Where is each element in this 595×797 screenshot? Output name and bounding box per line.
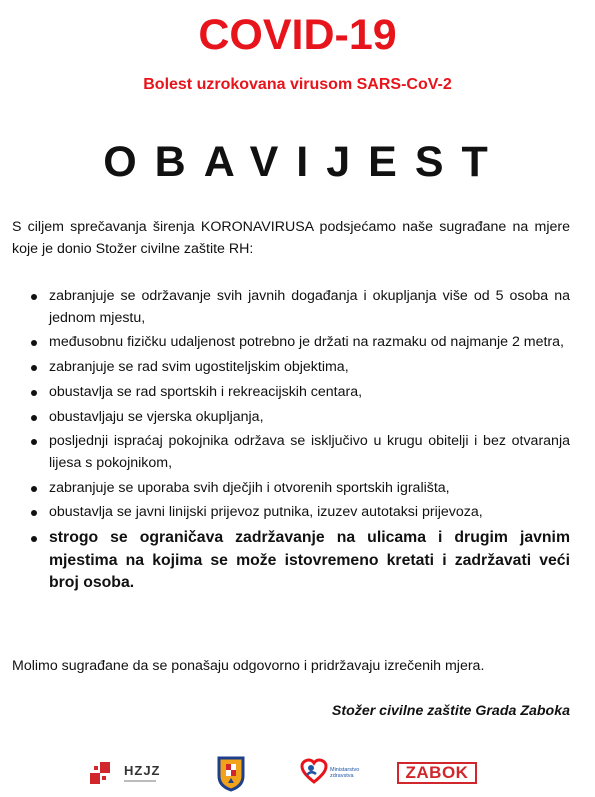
measure-text: obustavlja se rad sportskih i rekreacijskih centara, (49, 383, 363, 400)
list-item (12, 431, 570, 474)
ministry-logo (300, 758, 362, 788)
measure-text: zabranjuje se održavanje svih javnih događanja i okupljanja više od 5 osoba na jednom mjestu, (49, 288, 570, 326)
zabok-logo: ZABOK (397, 762, 477, 784)
bullet-icon (31, 390, 37, 396)
civil-protection-logo (215, 754, 247, 792)
bullet-icon (31, 536, 37, 542)
page-subtitle: Bolest uzrokovana virusom SARS-CoV-2 (143, 76, 452, 93)
bullet-icon (31, 365, 37, 371)
ministry-label: Ministarstvo zdravstva (330, 767, 360, 779)
list-item (12, 502, 570, 524)
bullet-icon (31, 486, 37, 492)
intro-paragraph: S ciljem sprečavanja širenja KORONAVIRUSA podsjećamo naše sugrađane na mjere koje je donio Stožer civilne zaštite RH: (12, 219, 570, 257)
hzjz-label: HZJZ (124, 763, 161, 778)
list-item (12, 286, 570, 329)
measure-text: zabranjuje se rad svim ugostiteljskim objektima, (49, 359, 349, 376)
list-item (12, 357, 570, 379)
page-title: COVID-19 (198, 11, 397, 59)
hzjz-underline (124, 780, 156, 782)
list-item-emphasized (12, 527, 570, 595)
measures-list (12, 286, 570, 598)
notice-heading: OBAVIJEST (103, 138, 506, 186)
hzjz-mark-icon (88, 758, 120, 788)
civil-protection-shield-icon (215, 754, 247, 792)
measure-text: strogo se ograničava zadržavanje na ulicama i drugim javnim mjestima na kojima se može istovremeno kretati i zadržavati veći broj osoba. (49, 529, 570, 592)
bullet-icon (31, 415, 37, 421)
signature: Stožer civilne zaštite Grada Zaboka (331, 703, 570, 719)
measure-text: međusobnu fizičku udaljenost potrebno je držati na razmaku od najmanje 2 metra, (49, 334, 564, 351)
measure-text: obustavljaju se vjerska okupljanja, (49, 408, 264, 425)
measure-text: zabranjuje se uporaba svih dječjih i otvorenih sportskih igrališta, (49, 479, 450, 496)
hzjz-logo (88, 758, 168, 788)
measure-text: obustavlja se javni linijski prijevoz putnika, izuzev autotaksi prijevoza, (49, 504, 483, 521)
measure-text: posljednji ispraćaj pokojnika održava se isključivo u krugu obitelji i bez otvaranja lijesa s pokojnikom, (49, 433, 570, 471)
list-item (12, 478, 570, 500)
list-item (12, 332, 570, 354)
closing-paragraph: Molimo sugrađane da se ponašaju odgovorno i pridržavaju izrečenih mjera. (12, 658, 485, 674)
bullet-icon (31, 510, 37, 516)
bullet-icon (31, 439, 37, 445)
list-item (12, 382, 570, 404)
list-item (12, 407, 570, 429)
bullet-icon (31, 294, 37, 300)
bullet-icon (31, 340, 37, 346)
ministry-heart-icon (300, 758, 328, 784)
logo-row (0, 750, 595, 797)
